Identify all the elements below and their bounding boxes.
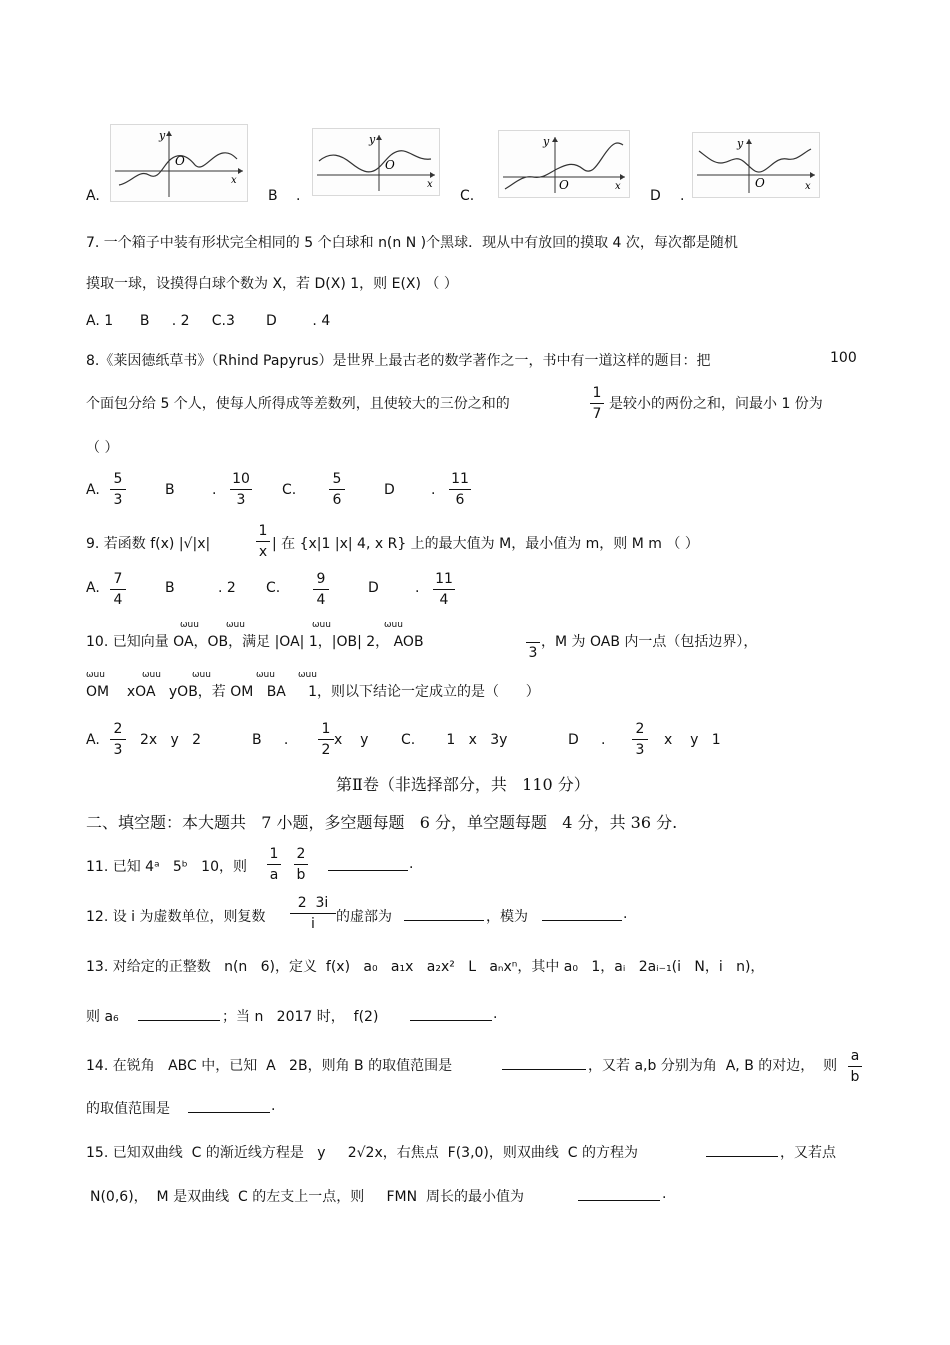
graph-a-y: y [159, 129, 166, 142]
frac-den: 3 [113, 742, 123, 758]
q10-vec-oa2-arrow: ωuu [312, 620, 331, 630]
option-b-dot: . [296, 188, 301, 204]
frac-num: 5 [110, 469, 126, 490]
frac-num: 2 [632, 719, 648, 740]
q14-range-blank[interactable] [502, 1055, 586, 1070]
q8-line2-left: 个面包分给 5 个人，使每人所得成等差数列，且使较大的三份之和的 [86, 396, 510, 412]
q10-opt-a-label: A. [86, 732, 100, 748]
q14-line1: 14. 在锐角 ABC 中，已知 A 2B，则角 B 的取值范围是 [86, 1058, 453, 1074]
q8-frac-den: 7 [592, 406, 602, 422]
q10-opt-a-frac [110, 719, 126, 760]
frac-num: 9 [313, 569, 329, 590]
q8-frac-num: 1 [590, 383, 604, 404]
frac-den: 3 [236, 492, 246, 508]
frac-num: 2 [294, 844, 308, 865]
option-d-dot: . [680, 188, 685, 204]
option-b-label: B [268, 188, 278, 204]
frac-num: 7 [110, 569, 126, 590]
q13-line1: 13. 对给定的正整数 n(n 6)，定义 f(x) a₀ a₁x a₂x² L aₙxⁿ，其中 a₀ 1，aᵢ 2aᵢ₋₁(i N，i n)， [86, 959, 765, 975]
q10-opt-d-text: x y 1 [664, 732, 721, 748]
q8-opt-d: D [384, 482, 395, 498]
q8-opt-d-frac [449, 469, 471, 510]
q9-part1: 9. 若函数 f(x) |√|x| [86, 536, 211, 552]
q12-text: 12. 设 i 为虚数单位，则复数 [86, 909, 266, 925]
q10-line1b: ，M 为 OAB 内一点（包括边界）， [541, 634, 758, 650]
graph-option-a [110, 124, 248, 202]
q9-opt-d-dot: . [415, 580, 420, 596]
graph-d-y: y [737, 137, 744, 150]
q15-end: . [662, 1186, 667, 1202]
frac-num: a [848, 1046, 862, 1067]
q15-equation-blank[interactable] [706, 1142, 778, 1157]
q14-line2: 的取值范围是 [86, 1101, 170, 1117]
q8-line1-number: 100 [830, 350, 857, 366]
graph-d-svg [693, 133, 819, 197]
frac-den: 3 [113, 492, 123, 508]
graph-a-x: x [231, 175, 237, 186]
graph-option-c [498, 130, 630, 198]
graph-d-x: x [805, 181, 811, 192]
frac-den: b [296, 867, 306, 883]
q10-vec-ob2-arrow: ωuu [384, 620, 403, 630]
q8-opt-b-frac [230, 469, 252, 510]
frac-den: 6 [332, 492, 342, 508]
q15-line1a: 15. 已知双曲线 C 的渐近线方程是 y 2√2x，右焦点 F(3,0)，则双曲线 C 的方程为 [86, 1145, 639, 1161]
graph-c-svg [499, 131, 629, 197]
graph-option-d [692, 132, 820, 198]
frac-den: 4 [113, 592, 123, 608]
frac-den: 4 [316, 592, 326, 608]
option-d-label: D [650, 188, 661, 204]
frac-den: 3 [528, 645, 538, 661]
graph-b-y: y [369, 133, 376, 146]
graph-d-o: O [755, 176, 765, 190]
graph-option-b [312, 128, 440, 196]
graph-c-x: x [615, 181, 621, 192]
q8-opt-a: A. [86, 482, 100, 498]
q8-opt-b: B [165, 482, 175, 498]
q13-f2-blank[interactable] [410, 1006, 492, 1021]
q9-opt-a-frac [110, 569, 126, 610]
q12-mid2: ，模为 [486, 909, 528, 925]
q11-text: 11. 已知 4ᵃ 5ᵇ 10，则 [86, 859, 247, 875]
option-a-label: A. [86, 188, 100, 204]
q10-line1a: 10. 已知向量 OA，OB，满足 |OA| 1，|OB| 2， AOB [86, 634, 424, 650]
frac-den: i [311, 916, 315, 932]
q8-line2-right: 是较小的两份之和，问最小 1 份为 [609, 396, 823, 412]
q14-ratio-blank[interactable] [188, 1098, 270, 1113]
frac-num: 2 3i [290, 893, 336, 914]
q14-end: . [271, 1098, 276, 1114]
q12-mid: 的虚部为 [336, 909, 392, 925]
q12-mod-blank[interactable] [542, 906, 622, 921]
frac-num: 5 [329, 469, 345, 490]
q12-imag-blank[interactable] [404, 906, 484, 921]
frac-num: 2 [110, 719, 126, 740]
q10-vec-oa-arrow: ωuu [180, 620, 199, 630]
q8-line1: 8.《莱因德纸草书》（Rhind Papyrus）是世界上最古老的数学著作之一，书中有一道这样的题目：把 [86, 353, 711, 369]
q10-opt-c: C. 1 x 3y [401, 732, 508, 748]
q10-opt-a-text: 2x y 2 [140, 732, 202, 748]
frac-num: 11 [433, 569, 455, 590]
section-subtitle: 二、填空题：本大题共 7 小题，多空题每题 6 分，单空题每题 4 分，共 36 分. [86, 813, 678, 832]
q13-a6-blank[interactable] [138, 1006, 220, 1021]
q13-end: . [493, 1006, 498, 1022]
frac-num: 11 [449, 469, 471, 490]
q12-fraction [290, 893, 336, 934]
q11-frac1 [267, 844, 281, 885]
q13-line2a: 则 a₆ [86, 1009, 119, 1025]
q7-line2: 摸取一球，设摸得白球个数为 X，若 D(X) 1，则 E(X) （ ） [86, 276, 458, 292]
q8-opt-d-dot: . [431, 482, 436, 498]
q11-end: . [409, 856, 414, 872]
q10-opt-d-frac [632, 719, 648, 760]
q10-opt-b-text: x y [334, 732, 369, 748]
graph-a-svg [111, 125, 247, 201]
q10-opt-b-frac [318, 719, 334, 760]
graph-c-y: y [543, 135, 550, 148]
frac-den: 3 [635, 742, 645, 758]
q10-fraction [526, 628, 540, 663]
q15-line1b: ，又若点 [780, 1145, 836, 1161]
frac-den: 4 [439, 592, 449, 608]
frac-den: a [269, 867, 279, 883]
q10-vec-om2-arrow: ωuu [256, 670, 275, 680]
q9-opt-b: B [165, 580, 175, 596]
graph-b-x: x [427, 179, 433, 190]
q10-line2: OM xOA yOB，若 OM BA 1，则以下结论一定成立的是（ ） [86, 684, 540, 700]
q9-opt-d: D [368, 580, 379, 596]
option-c-label: C. [460, 188, 475, 204]
q9-opt-d-frac [433, 569, 455, 610]
q10-vec-ba-arrow: ωuu [298, 670, 317, 680]
q15-perimeter-blank[interactable] [578, 1186, 660, 1201]
q9-opt-c-frac [313, 569, 329, 610]
frac-den: 6 [455, 492, 465, 508]
q8-opt-b-dot: . [212, 482, 217, 498]
q11-answer-blank[interactable] [328, 856, 408, 871]
graph-b-svg [313, 129, 439, 195]
q8-opt-c-frac [329, 469, 345, 510]
q10-vec-ob-arrow: ωuu [226, 620, 245, 630]
q13-line2b: ；当 n 2017 时， f(2) [222, 1009, 379, 1025]
frac-num [526, 628, 540, 643]
q10-vec-om-arrow: ωuu [86, 670, 105, 680]
q15-line2: N(0,6)， M 是双曲线 C 的左支上一点，则 FMN 周长的最小值为 [90, 1189, 524, 1205]
frac-den: b [850, 1069, 860, 1085]
q10-vec-ob3-arrow: ωuu [192, 670, 211, 680]
graph-a-o: O [175, 154, 185, 168]
frac-den: x [258, 544, 268, 560]
q12-end: . [623, 906, 628, 922]
q9-fraction [256, 521, 270, 562]
q10-opt-d-label: D . [568, 732, 606, 748]
frac-num: 10 [230, 469, 252, 490]
q9-part2: | 在 {x|1 |x| 4, x R} 上的最大值为 M，最小值为 m，则 M m （ ） [272, 536, 699, 552]
q9-opt-c: C. [266, 580, 281, 596]
q10-opt-b-label: B . [252, 732, 289, 748]
q7-line1: 7. 一个箱子中装有形状完全相同的 5 个白球和 n(n N )个黑球．现从中有放回的摸取 4 次，每次都是随机 [86, 235, 738, 251]
section-title: 第Ⅱ卷（非选择部分，共 110 分） [336, 775, 590, 794]
frac-den: 2 [321, 742, 331, 758]
frac-num: 1 [267, 844, 281, 865]
q9-opt-a: A. [86, 580, 100, 596]
q8-fraction [590, 383, 604, 424]
frac-num: 1 [256, 521, 270, 542]
q10-vec-oa3-arrow: ωuu [142, 670, 161, 680]
q8-opt-c: C. [282, 482, 297, 498]
q14-fraction [848, 1046, 862, 1087]
q8-paren: （ ） [86, 440, 119, 456]
graph-c-o: O [559, 178, 569, 192]
frac-num: 1 [318, 719, 334, 740]
graph-b-o: O [385, 158, 395, 172]
q7-options: A. 1 B . 2 C.3 D . 4 [86, 313, 331, 329]
q9-opt-b-value: . 2 [218, 580, 236, 596]
q11-frac2 [294, 844, 308, 885]
q14-line1b: ，又若 a,b 分别为角 A, B 的对边， 则 [588, 1058, 838, 1074]
q8-opt-a-frac [110, 469, 126, 510]
